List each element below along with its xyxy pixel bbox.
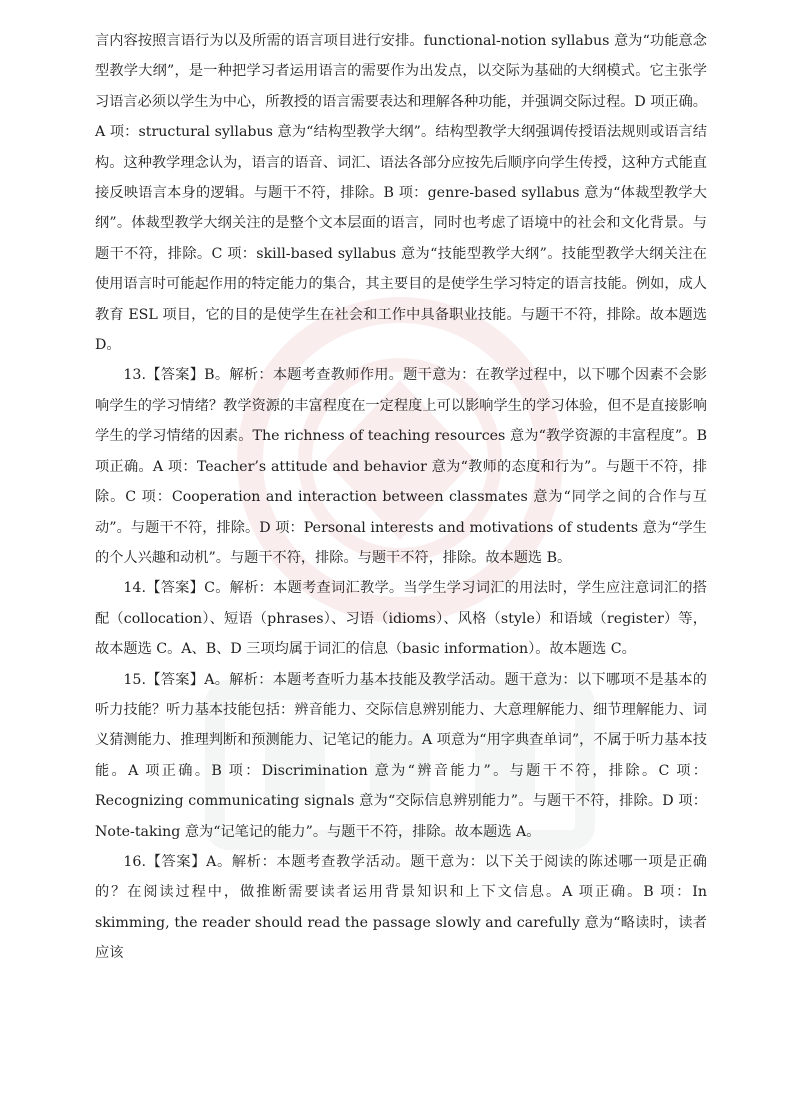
paragraph-answer-14: 14.【答案】C。解析：本题考查词汇教学。当学生学习词汇的用法时，学生应注意词汇的搭配（collocation）、短语（phrases）、习语（idioms）、风格（style）和语域（register）等，故本题选 C。A、B、D 三项均属于词汇的信息（basic information）。故本题选 C。 — [95, 580, 707, 658]
document-body — [95, 26, 707, 969]
paragraph-answer-13: 13.【答案】B。解析：本题考查教师作用。题干意为：在教学过程中，以下哪个因素不会影响学生的学习情绪？教学资源的丰富程度在一定程度上可以影响学生的学习体验，但不是直接影响学生的学习情绪的因素。The richness of teaching resources 意为“教学资源的丰富程度”。B 项正确。A 项：Teacher’s attitude and behavior 意为“教师的态度和行为”。与题干不符，排除。C 项：Cooperation and interaction between classmates 意为“同学之间的合作与互动”。与题干不符，排除。D 项：Personal interests and motivations of students 意为“学生的个人兴趣和动机”。与题干不符，排除。与题干不符，排除。故本题选 B。 — [95, 367, 707, 566]
paragraph-answer-16: 16.【答案】A。解析：本题考查教学活动。题干意为：以下关于阅读的陈述哪一项是正确的？在阅读过程中，做推断需要读者运用背景知识和上下文信息。A 项正确。B 项：In skimming, the reader should read the passage slowly and carefully 意为“略读时，读者应该 — [95, 853, 707, 962]
paragraph-continuation: 言内容按照言语行为以及所需的语言项目进行安排。functional-notion syllabus 意为“功能意念型教学大纲”，是一种把学习者运用语言的需要作为出发点，以交际为基础的大纲模式。它主张学习语言必须以学生为中心，所教授的语言需要表达和理解各种功能，并强调交际过程。D 项正确。A 项：structural syllabus 意为“结构型教学大纲”。结构型教学大纲强调传授语法规则或语言结构。这种教学理念认为，语言的语音、词汇、语法各部分应按先后顺序向学生传授，这种方式能直接反映语言本身的逻辑。与题干不符，排除。B 项：genre-based syllabus 意为“体裁型教学大纲”。体裁型教学大纲关注的是整个文本层面的语言，同时也考虑了语境中的社会和文化背景。与题干不符，排除。C 项：skill-based syllabus 意为“技能型教学大纲”。技能型教学大纲关注在使用语言时可能起作用的特定能力的集合，其主要目的是使学生学习特定的语言技能。例如，成人教育 ESL 项目，它的目的是使学生在社会和工作中具备职业技能。与题干不符，排除。故本题选 D。 — [95, 33, 707, 354]
paragraph-answer-15: 15.【答案】A。解析：本题考查听力基本技能及教学活动。题干意为：以下哪项不是基本的听力技能？听力基本技能包括：辨音能力、交际信息辨别能力、大意理解能力、细节理解能力、词义猜测能力、推理判断和预测能力、记笔记的能力。A 项意为“用字典查单词”，不属于听力基本技能。A 项正确。B 项：Discrimination 意为“辨音能力”。与题干不符，排除。C 项：Recognizing communicating signals 意为“交际信息辨别能力”。与题干不符，排除。D 项：Note-taking 意为“记笔记的能力”。与题干不符，排除。故本题选 A。 — [95, 671, 707, 840]
